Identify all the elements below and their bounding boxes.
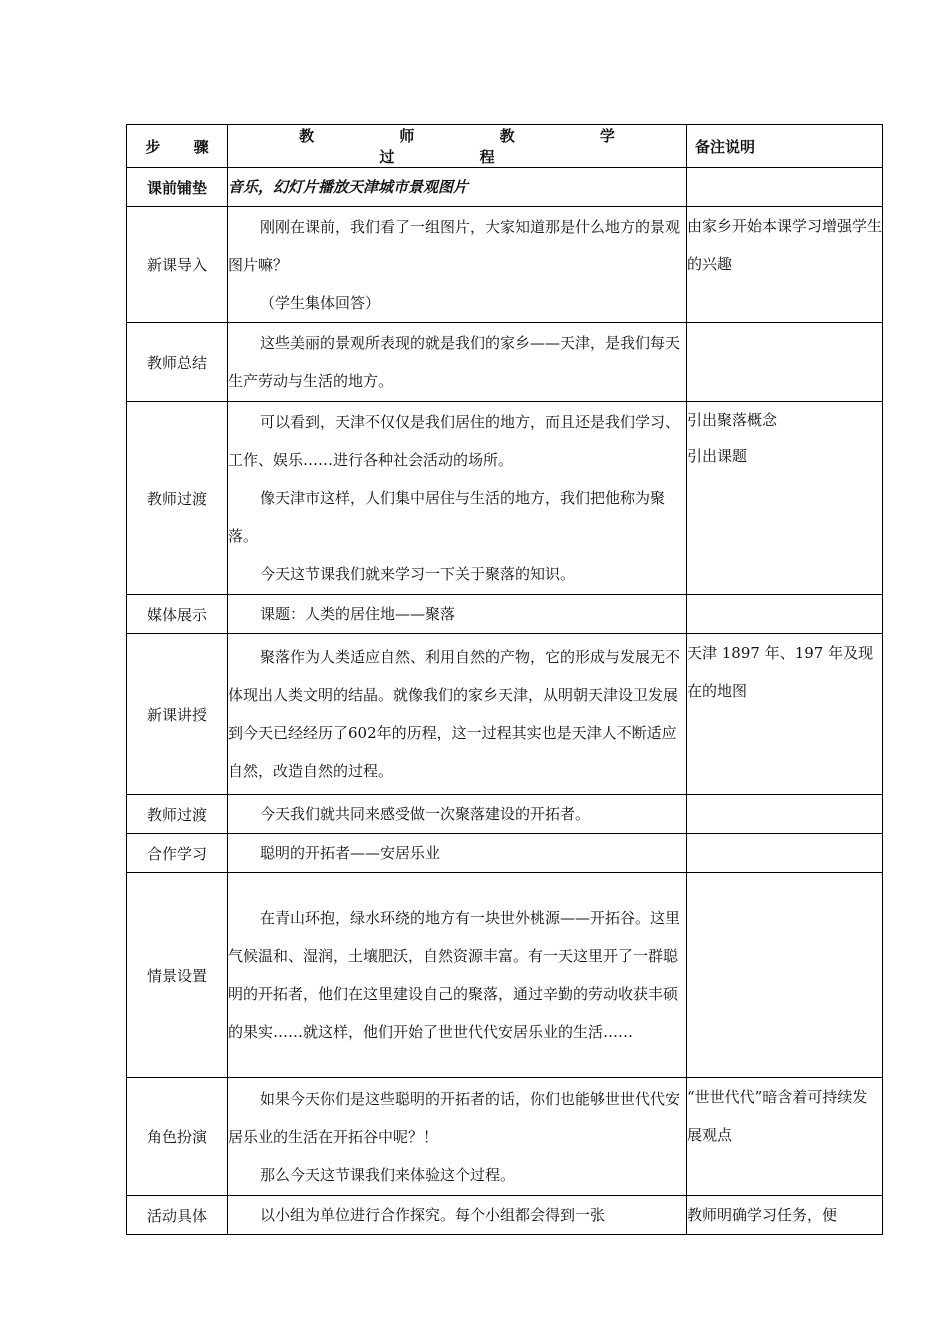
process-paragraph: 今天这节课我们就来学习一下关于聚落的知识。 [260,565,576,583]
process-cell [228,595,687,634]
notes-cell [687,207,883,323]
process-cell [228,323,687,402]
process-cell [228,1196,687,1235]
notes-cell [687,168,883,207]
process-paragraph: （学生集体回答） [260,293,381,312]
process-cell [228,634,687,795]
process-cell [228,207,687,323]
step-cell: 情景设置 [127,873,228,1078]
step-cell: 新课导入 [127,207,228,323]
header-process: 教 师 教 学 过 程 [228,125,687,168]
notes-cell [687,795,883,834]
step-cell: 教师过渡 [127,795,228,834]
process-cell [228,168,687,207]
step-cell: 媒体展示 [127,595,228,634]
process-paragraph: 音乐，幻灯片播放天津城市景观图片 [228,178,469,196]
process-cell [228,402,687,595]
process-paragraph: 课题：人类的居住地——聚落 [260,605,456,623]
table-row [127,595,883,634]
process-paragraph: 刚刚在课前，我们看了一组图片，大家知道那是什么地方的景观图片嘛？ [228,217,681,274]
process-cell [228,873,687,1078]
lesson-plan-table [126,124,883,1235]
note-text: 教师明确学习任务，便 [687,1206,838,1224]
process-cell [228,1078,687,1196]
process-paragraph: 那么今天这节课我们来体验这个过程。 [260,1165,516,1184]
process-paragraph: 聚落作为人类适应自然、利用自然的产物，它的形成与发展无不体现出人类文明的结晶。就像我们的家乡天津，从明朝天津设卫发展到今天已经经历了602年的历程，这一过程其实也是天津人不断适应自然，改造自然的过程。 [228,648,681,780]
process-paragraph: 以小组为单位进行合作探究。每个小组都会得到一张 [260,1206,606,1224]
process-paragraph: 可以看到，天津不仅仅是我们居住的地方，而且还是我们学习、工作、娱乐……进行各种社会活动的场所。 [228,413,681,469]
process-paragraph: 在青山环抱，绿水环绕的地方有一块世外桃源——开拓谷。这里气候温和、湿润，土壤肥沃，自然资源丰富。有一天这里开了一群聪明的开拓者，他们在这里建设自己的聚落，通过辛勤的劳动收获丰硕的果实……就这样，他们开始了世世代代安居乐业的生活…… [228,909,681,1041]
process-cell [228,795,687,834]
note-text: 天津 1897 年、197 年及现在的地图 [687,644,874,700]
notes-cell [687,402,883,595]
table-row [127,402,883,595]
header-step: 步 骤 [127,125,228,168]
table-row [127,168,883,207]
notes-cell [687,634,883,795]
table-row [127,323,883,402]
notes-cell [687,595,883,634]
notes-cell [687,1078,883,1196]
process-paragraph: 聪明的开拓者——安居乐业 [260,844,441,862]
process-paragraph: 如果今天你们是这些聪明的开拓者的话，你们也能够世世代代安居乐业的生活在开拓谷中呢？！ [228,1089,681,1146]
table-row [127,834,883,873]
step-cell: 新课讲授 [127,634,228,795]
step-cell: 教师过渡 [127,402,228,595]
note-text: 由家乡开始本课学习增强学生的兴趣 [687,217,883,273]
process-cell [228,834,687,873]
header-notes: 备注说明 [687,125,883,168]
table-row [127,207,883,323]
table-row [127,634,883,795]
table-header-row [127,125,883,168]
step-cell: 角色扮演 [127,1078,228,1196]
step-cell: 活动具体 [127,1196,228,1235]
step-cell: 合作学习 [127,834,228,873]
step-cell: 课前铺垫 [127,168,228,207]
note-text: 引出课题 [687,447,748,465]
note-text: “世世代代”暗含着可持续发展观点 [687,1088,868,1144]
notes-cell [687,834,883,873]
step-cell: 教师总结 [127,323,228,402]
process-paragraph: 这些美丽的景观所表现的就是我们的家乡——天津，是我们每天生产劳动与生活的地方。 [228,334,681,390]
process-paragraph: 像天津市这样，人们集中居住与生活的地方，我们把他称为聚落。 [228,489,666,545]
note-text: 引出聚落概念 [687,411,778,429]
process-paragraph: 今天我们就共同来感受做一次聚落建设的开拓者。 [260,805,591,823]
table-row [127,1078,883,1196]
notes-cell [687,1196,883,1235]
table-row [127,873,883,1078]
table-row [127,1196,883,1235]
notes-cell [687,873,883,1078]
notes-cell [687,323,883,402]
table-row [127,795,883,834]
